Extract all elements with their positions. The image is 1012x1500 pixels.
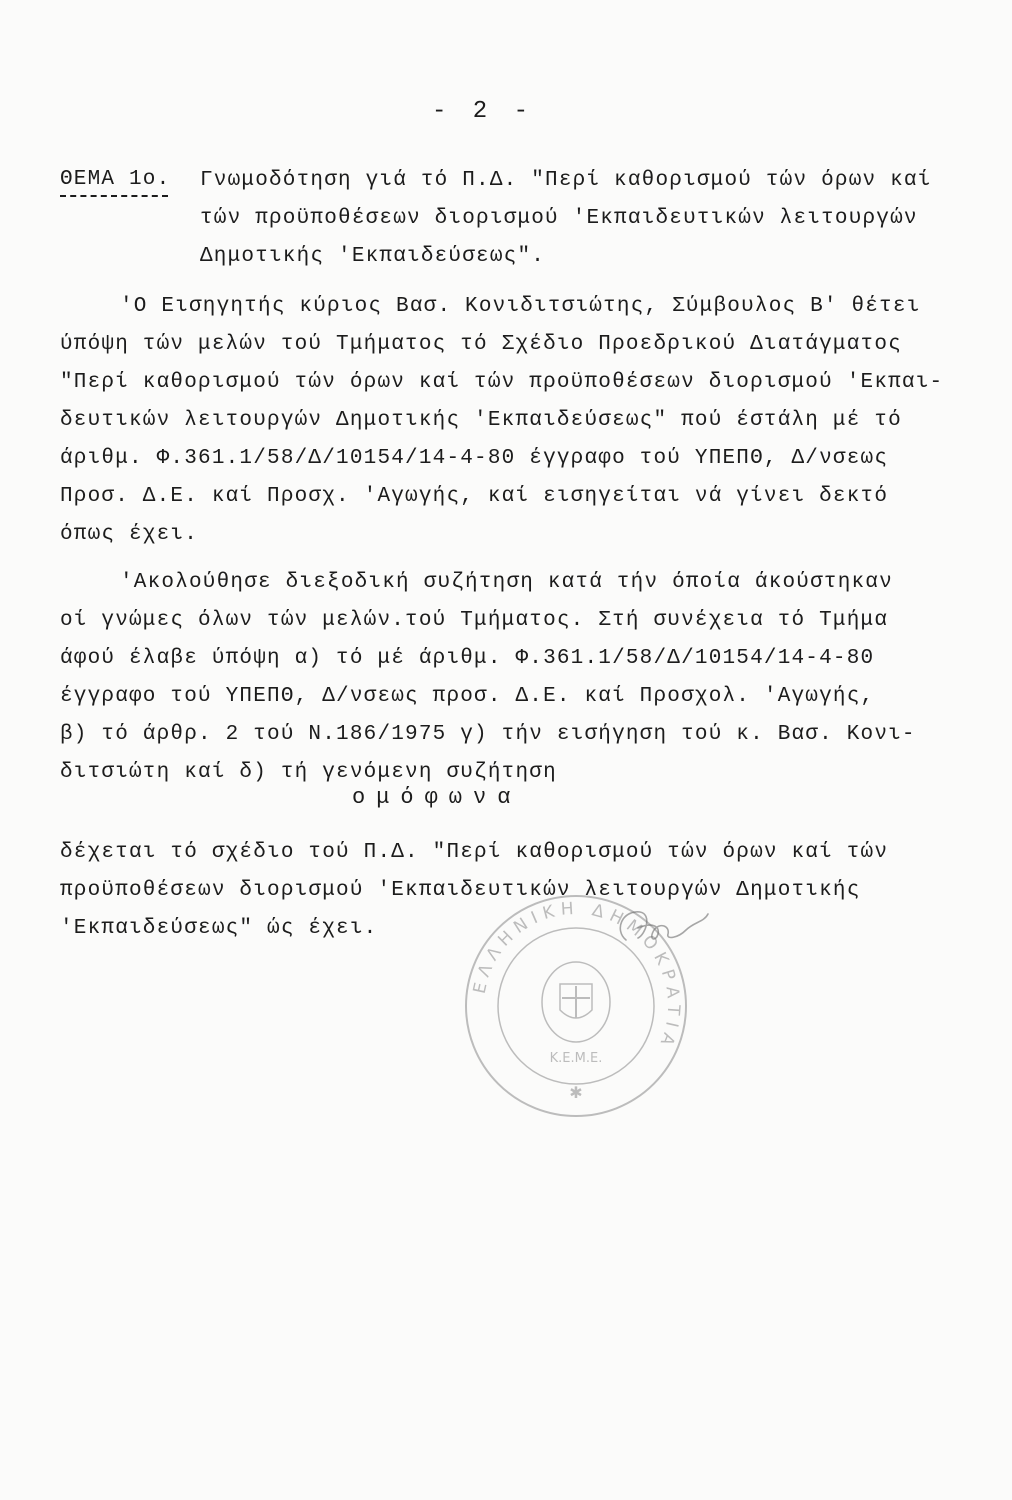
- paragraph-line: διτσιώτη καί δ) τή γενόμενη συζήτηση: [60, 761, 557, 784]
- paragraph-line: δέχεται τό σχέδιο τού Π.Δ. "Περί καθορισμού τών όρων καί τών: [60, 841, 889, 864]
- paragraph-line: άφού έλαβε ύπόψη α) τό μέ άριθμ. Φ.361.1/58/Δ/10154/14-4-80: [60, 647, 875, 670]
- star-icon: ✱: [569, 1083, 583, 1102]
- paragraph-line: άριθμ. Φ.361.1/58/Δ/10154/14-4-80 έγγραφο τού ΥΠΕΠΘ, Δ/νσεως: [60, 447, 889, 470]
- subject-line: Γνωμοδότηση γιά τό Π.Δ. "Περί καθορισμού τών όρων καί: [200, 169, 932, 192]
- stamp-inner-text: Κ.Ε.Μ.Ε.: [549, 1051, 603, 1066]
- stamp-ring-text: ΕΛΛΗΝΙΚΗ ΔΗΜΟΚΡΑΤΙΑ: [469, 898, 684, 1054]
- paragraph-line: β) τό άρθρ. 2 τού Ν.186/1975 γ) τήν εισήγηση τού κ. Βασ. Κονι-: [60, 723, 916, 746]
- paragraph-line: δευτικών λειτουργών Δημοτικής 'Εκπαιδεύσεως" πού έστάλη μέ τό: [60, 409, 902, 432]
- paragraph-line: 'Ο Εισηγητής κύριος Βασ. Κονιδιτσιώτης, Σύμβουλος Β' θέτει: [120, 295, 921, 318]
- paragraph-line: Προσ. Δ.Ε. καί Προσχ. 'Αγωγής, καί εισηγείται νά γίνει δεκτό: [60, 485, 889, 508]
- subject-line: τών προϋποθέσεων διορισμού 'Εκπαιδευτικών λειτουργών: [200, 207, 918, 230]
- subject-line: Δημοτικής 'Εκπαιδεύσεως".: [200, 245, 546, 268]
- paragraph-line: ύπόψη τών μελών τού Τμήματος τό Σχέδιο Προεδρικού Διατάγματος: [60, 333, 902, 356]
- paragraph-line: προϋποθέσεων διορισμού 'Εκπαιδευτικών λειτουργών Δημοτικής: [60, 879, 861, 902]
- decision-word: ομόφωνα: [352, 785, 522, 810]
- paragraph-line: έγγραφο τού ΥΠΕΠΘ, Δ/νσεως προσ. Δ.Ε. καί Προσχολ. 'Αγωγής,: [60, 685, 875, 708]
- subject-label: ΘΕΜΑ 1ο.: [60, 168, 171, 191]
- paragraph-line: 'Εκπαιδεύσεως" ώς έχει.: [60, 917, 378, 940]
- paragraph-line: "Περί καθορισμού τών όρων καί τών προϋποθέσεων διορισμού 'Εκπαι-: [60, 371, 944, 394]
- subject-underline: [60, 195, 168, 197]
- paragraph-line: όπως έχει.: [60, 523, 199, 546]
- page-number: - 2 -: [432, 98, 535, 125]
- coat-of-arms-icon: [542, 962, 610, 1042]
- paragraph-line: οί γνώμες όλων τών μελών.τού Τμήματος. Στή συνέχεια τό Τμήμα: [60, 609, 889, 632]
- paragraph-line: 'Ακολούθησε διεξοδική συζήτηση κατά τήν όποία άκούστηκαν: [120, 571, 893, 594]
- signature: [608, 900, 718, 960]
